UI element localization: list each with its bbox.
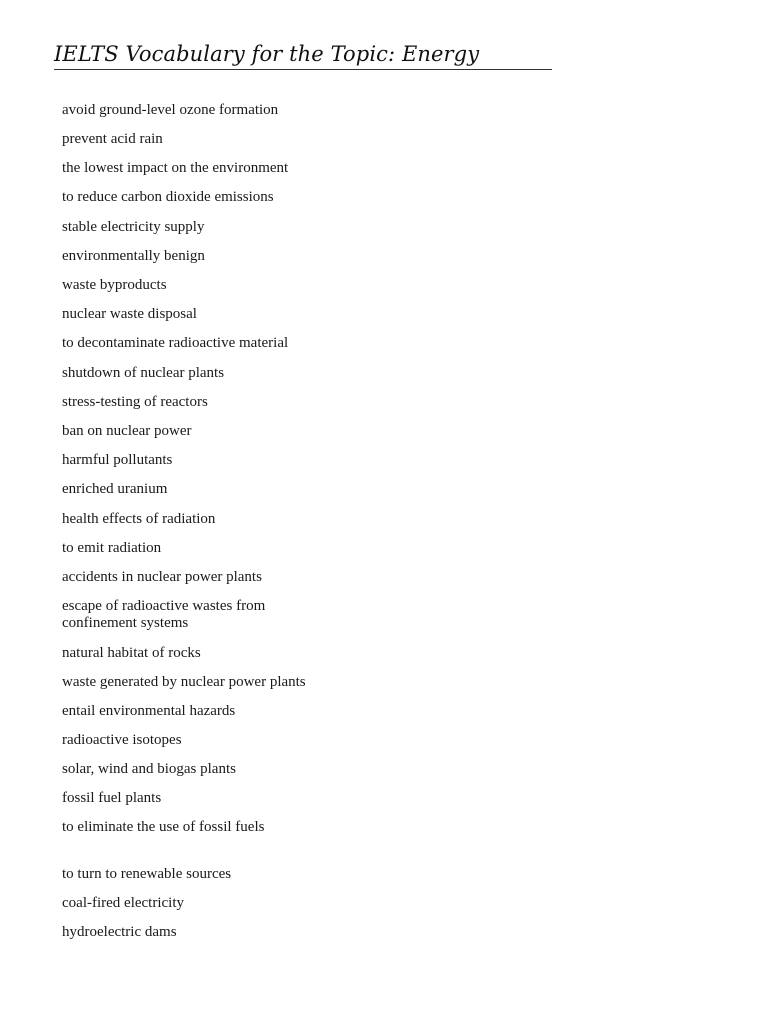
vocab-item: to turn to renewable sources [62,866,232,882]
vocab-item: waste generated by nuclear power plants [62,674,306,690]
vocab-item: ban on nuclear power [62,423,192,439]
vocab-item: avoid ground-level ozone formation [62,102,279,118]
vocab-item: to decontaminate radioactive material [62,335,289,351]
vocab-item: environmentally benign [62,248,205,264]
vocab-item: to emit radiation [62,540,162,556]
vocab-item: natural habitat of rocks [62,645,201,661]
vocab-item: radioactive isotopes [62,732,182,748]
vocab-item: fossil fuel plants [62,790,162,806]
vocab-item: waste byproducts [62,277,167,293]
title-underline [54,69,552,70]
vocab-item: nuclear waste disposal [62,306,197,322]
vocab-item: accidents in nuclear power plants [62,569,262,585]
vocab-item: entail environmental hazards [62,703,236,719]
vocab-item: solar, wind and biogas plants [62,761,236,777]
vocab-item: to reduce carbon dioxide emissions [62,189,274,205]
vocab-item: to eliminate the use of fossil fuels [62,819,265,835]
vocab-item: hydroelectric dams [62,924,177,940]
page-title: IELTS Vocabulary for the Topic: Energy [54,42,480,66]
vocab-item: shutdown of nuclear plants [62,365,225,381]
vocab-item: prevent acid rain [62,131,163,147]
vocab-item: stress-testing of reactors [62,394,208,410]
vocab-item: escape of radioactive wastes from [62,598,266,614]
vocab-item-continuation: confinement systems [62,615,189,631]
vocab-item: the lowest impact on the environment [62,160,289,176]
vocab-item: coal-fired electricity [62,895,185,911]
vocab-item: stable electricity supply [62,219,205,235]
vocab-item: harmful pollutants [62,452,173,468]
vocab-item: enriched uranium [62,481,168,497]
vocab-item: health effects of radiation [62,511,216,527]
